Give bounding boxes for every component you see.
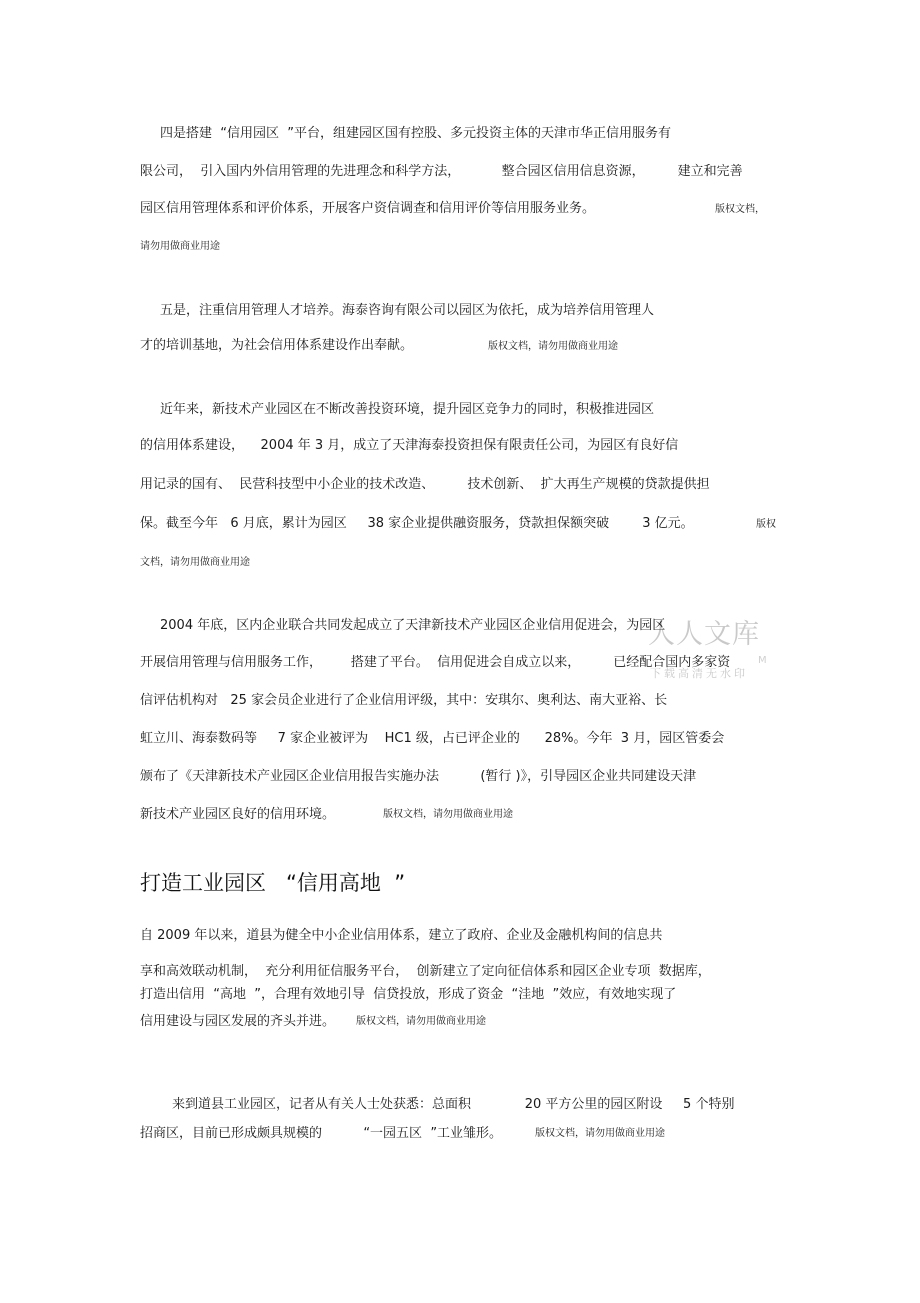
watermark-letter: M <box>758 655 767 666</box>
p5-line-1: 自 2009 年以来，道县为健全中小企业信用体系，建立了政府、企业及金融机构间的信息共 <box>140 928 663 943</box>
p5-line-4: 信用建设与园区发展的齐头并进。 <box>140 1014 336 1029</box>
p3-line-2: 的信用体系建设， 2004 年 3 月，成立了天津海泰投资担保有限责任公司，为园区有良好信 <box>140 438 679 453</box>
p4-line-1: 2004 年底，区内企业联合共同发起成立了天津新技术产业园区企业信用促进会，为园区 <box>160 618 666 633</box>
p3-line-3: 用记录的国有、 民营科技型中小企业的技术改造、 技术创新、 扩大再生产规模的贷款提供担 <box>140 477 710 492</box>
watermark-title: 人人文库 <box>648 619 760 650</box>
p5-line-3: 打造出信用 “高地 ”，合理有效地引导 信贷投放，形成了资金 “洼地 ”效应，有效地实现了 <box>140 987 677 1002</box>
p4-line-2: 开展信用管理与信用服务工作， 搭建了平台。 信用促进会自成立以来， 已经配合国内多家资 <box>140 655 731 670</box>
p6-line-2: 招商区，目前已形成颇具规模的 “一园五区 ”工业雏形。 <box>140 1126 503 1141</box>
p3-line-1: 近年来，新技术产业园区在不断改善投资环境，提升园区竞争力的同时，积极推进园区 <box>160 402 655 417</box>
p2-copyright-note: 版权文档，请勿用做商业用途 <box>488 341 618 352</box>
p4-line-4: 虹立川、海泰数码等 7 家企业被评为 HC1 级，占已评企业的 28%。今年 3 月，园区管委会 <box>140 731 725 746</box>
p4-line-5: 颁布了《天津新技术产业园区企业信用报告实施办法 (暂行 )》，引导园区企业共同建设天津 <box>140 769 697 784</box>
section-heading: 打造工业园区 “信用高地 ” <box>140 871 406 895</box>
p3-copyright-note-2: 文档，请勿用做商业用途 <box>140 557 250 568</box>
p6-copyright-note: 版权文档，请勿用做商业用途 <box>535 1128 665 1139</box>
p2-line-2: 才的培训基地，为社会信用体系建设作出奉献。 <box>140 338 414 353</box>
p3-copyright-note-1: 版权 <box>756 519 776 530</box>
p4-copyright-note: 版权文档，请勿用做商业用途 <box>383 809 513 820</box>
p1-line-3: 园区信用管理体系和评价体系，开展客户资信调查和信用评价等信用服务业务。 <box>140 201 596 216</box>
p5-copyright-note: 版权文档，请勿用做商业用途 <box>356 1016 486 1027</box>
p6-line-1: 来到道县工业园区，记者从有关人士处获悉：总面积 20 平方公里的园区附设 5 个特别 <box>172 1097 735 1112</box>
p1-line-1: 四是搭建 “信用园区 ”平台，组建园区国有控股、多元投资主体的天津市华正信用服务有 <box>160 126 671 141</box>
p4-line-3: 信评估机构对 25 家会员企业进行了企业信用评级，其中：安琪尔、奥利达、南大亚裕、长 <box>140 693 668 708</box>
p1-copyright-note-2: 请勿用做商业用途 <box>140 241 220 252</box>
p1-line-2: 限公司， 引入国内外信用管理的先进理念和科学方法， 整合园区信用信息资源， 建立和完善 <box>140 164 743 179</box>
p1-copyright-note-1: 版权文档， <box>715 204 765 215</box>
p4-line-6: 新技术产业园区良好的信用环境。 <box>140 807 336 822</box>
watermark-subtitle: 下载高清无水印 <box>650 667 748 680</box>
p5-line-2: 享和高效联动机制， 充分利用征信服务平台， 创新建立了定向征信体系和园区企业专项 数据库， <box>140 964 711 979</box>
p2-line-1: 五是，注重信用管理人才培养。海泰咨询有限公司以园区为依托，成为培养信用管理人 <box>160 303 655 318</box>
p3-line-4: 保。截至今年 6 月底，累计为园区 38 家企业提供融资服务，贷款担保额突破 3 亿元。 <box>140 516 694 531</box>
